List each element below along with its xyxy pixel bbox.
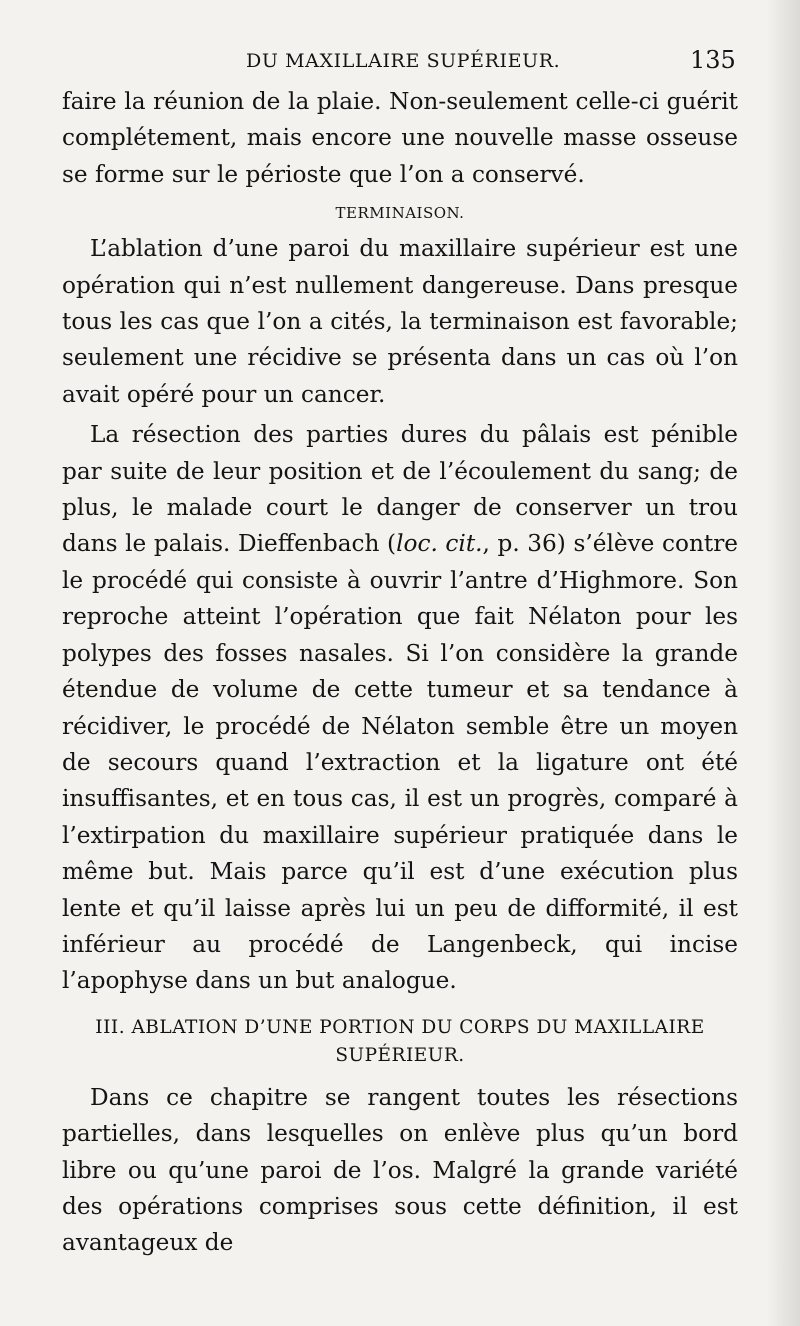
part-heading-line-2: SUPÉRIEUR. [335,1044,465,1066]
paragraph-text-end: , p. 36) s’élève contre le procédé qui consiste à ouvrir l’antre d’Highmore. Son reproche atteint l’opération que fait Nélaton pour les polypes des fosses nasales. Si l’on considère la grande étendue de volume de cette tumeur et sa tendance à récidiver, le procédé de Nélaton semble être un moyen de secours quand l’extraction et la ligature ont été insuffisantes, et en tous cas, il est un progrès, comparé à l’extirpation du maxillaire supérieur pratiquée dans le même but. Mais parce qu’il est d’une exécution plus lente et qu’il laisse après lui un peu de difformité, il est inférieur au procédé de Langenbeck, qui incise l’apophyse dans un but analogue. [62,530,738,995]
part-heading-line-1: III. ABLATION D’UNE PORTION DU CORPS DU MAXILLAIRE [95,1016,705,1038]
paragraph-resection-palais [62,417,738,1000]
citation-loc-cit: loc. cit. [396,530,483,558]
running-title: DU MAXILLAIRE SUPÉRIEUR. [246,50,561,72]
page-edge-shadow [766,0,800,1326]
page-header [0,46,800,76]
body-text [62,84,738,1262]
paragraph-terminaison: L’ablation d’une paroi du maxillaire supérieur est une opération qui n’est nullement dangereuse. Dans presque tous les cas que l’on a cités, la terminaison est favorable; seulement une récidive se présenta dans un cas où l’on avait opéré pour un cancer. [62,235,738,408]
page-number: 135 [690,46,736,74]
paragraph-continuation: faire la réunion de la plaie. Non-seulement celle-ci guérit complétement, mais encore une nouvelle masse osseuse se forme sur le périoste que l’on a conservé. [62,88,738,188]
section-heading-terminaison: TERMINAISON. [335,204,465,223]
paragraph-text-start: La résection des parties dures du pâlais est pénible par suite de leur position et de l’écoulement du sang; de plus, le malade court le danger de conserver un trou dans le palais. Dieffenbach ( [62,421,738,558]
part-heading-iii [62,1014,738,1070]
paragraph-chapitre: Dans ce chapitre se rangent toutes les résections partielles, dans lesquelles on enlève plus qu’un bord libre ou qu’une paroi de l’os. Malgré la grande variété des opérations comprises sous cette définition, il est avantageux de [62,1083,738,1257]
